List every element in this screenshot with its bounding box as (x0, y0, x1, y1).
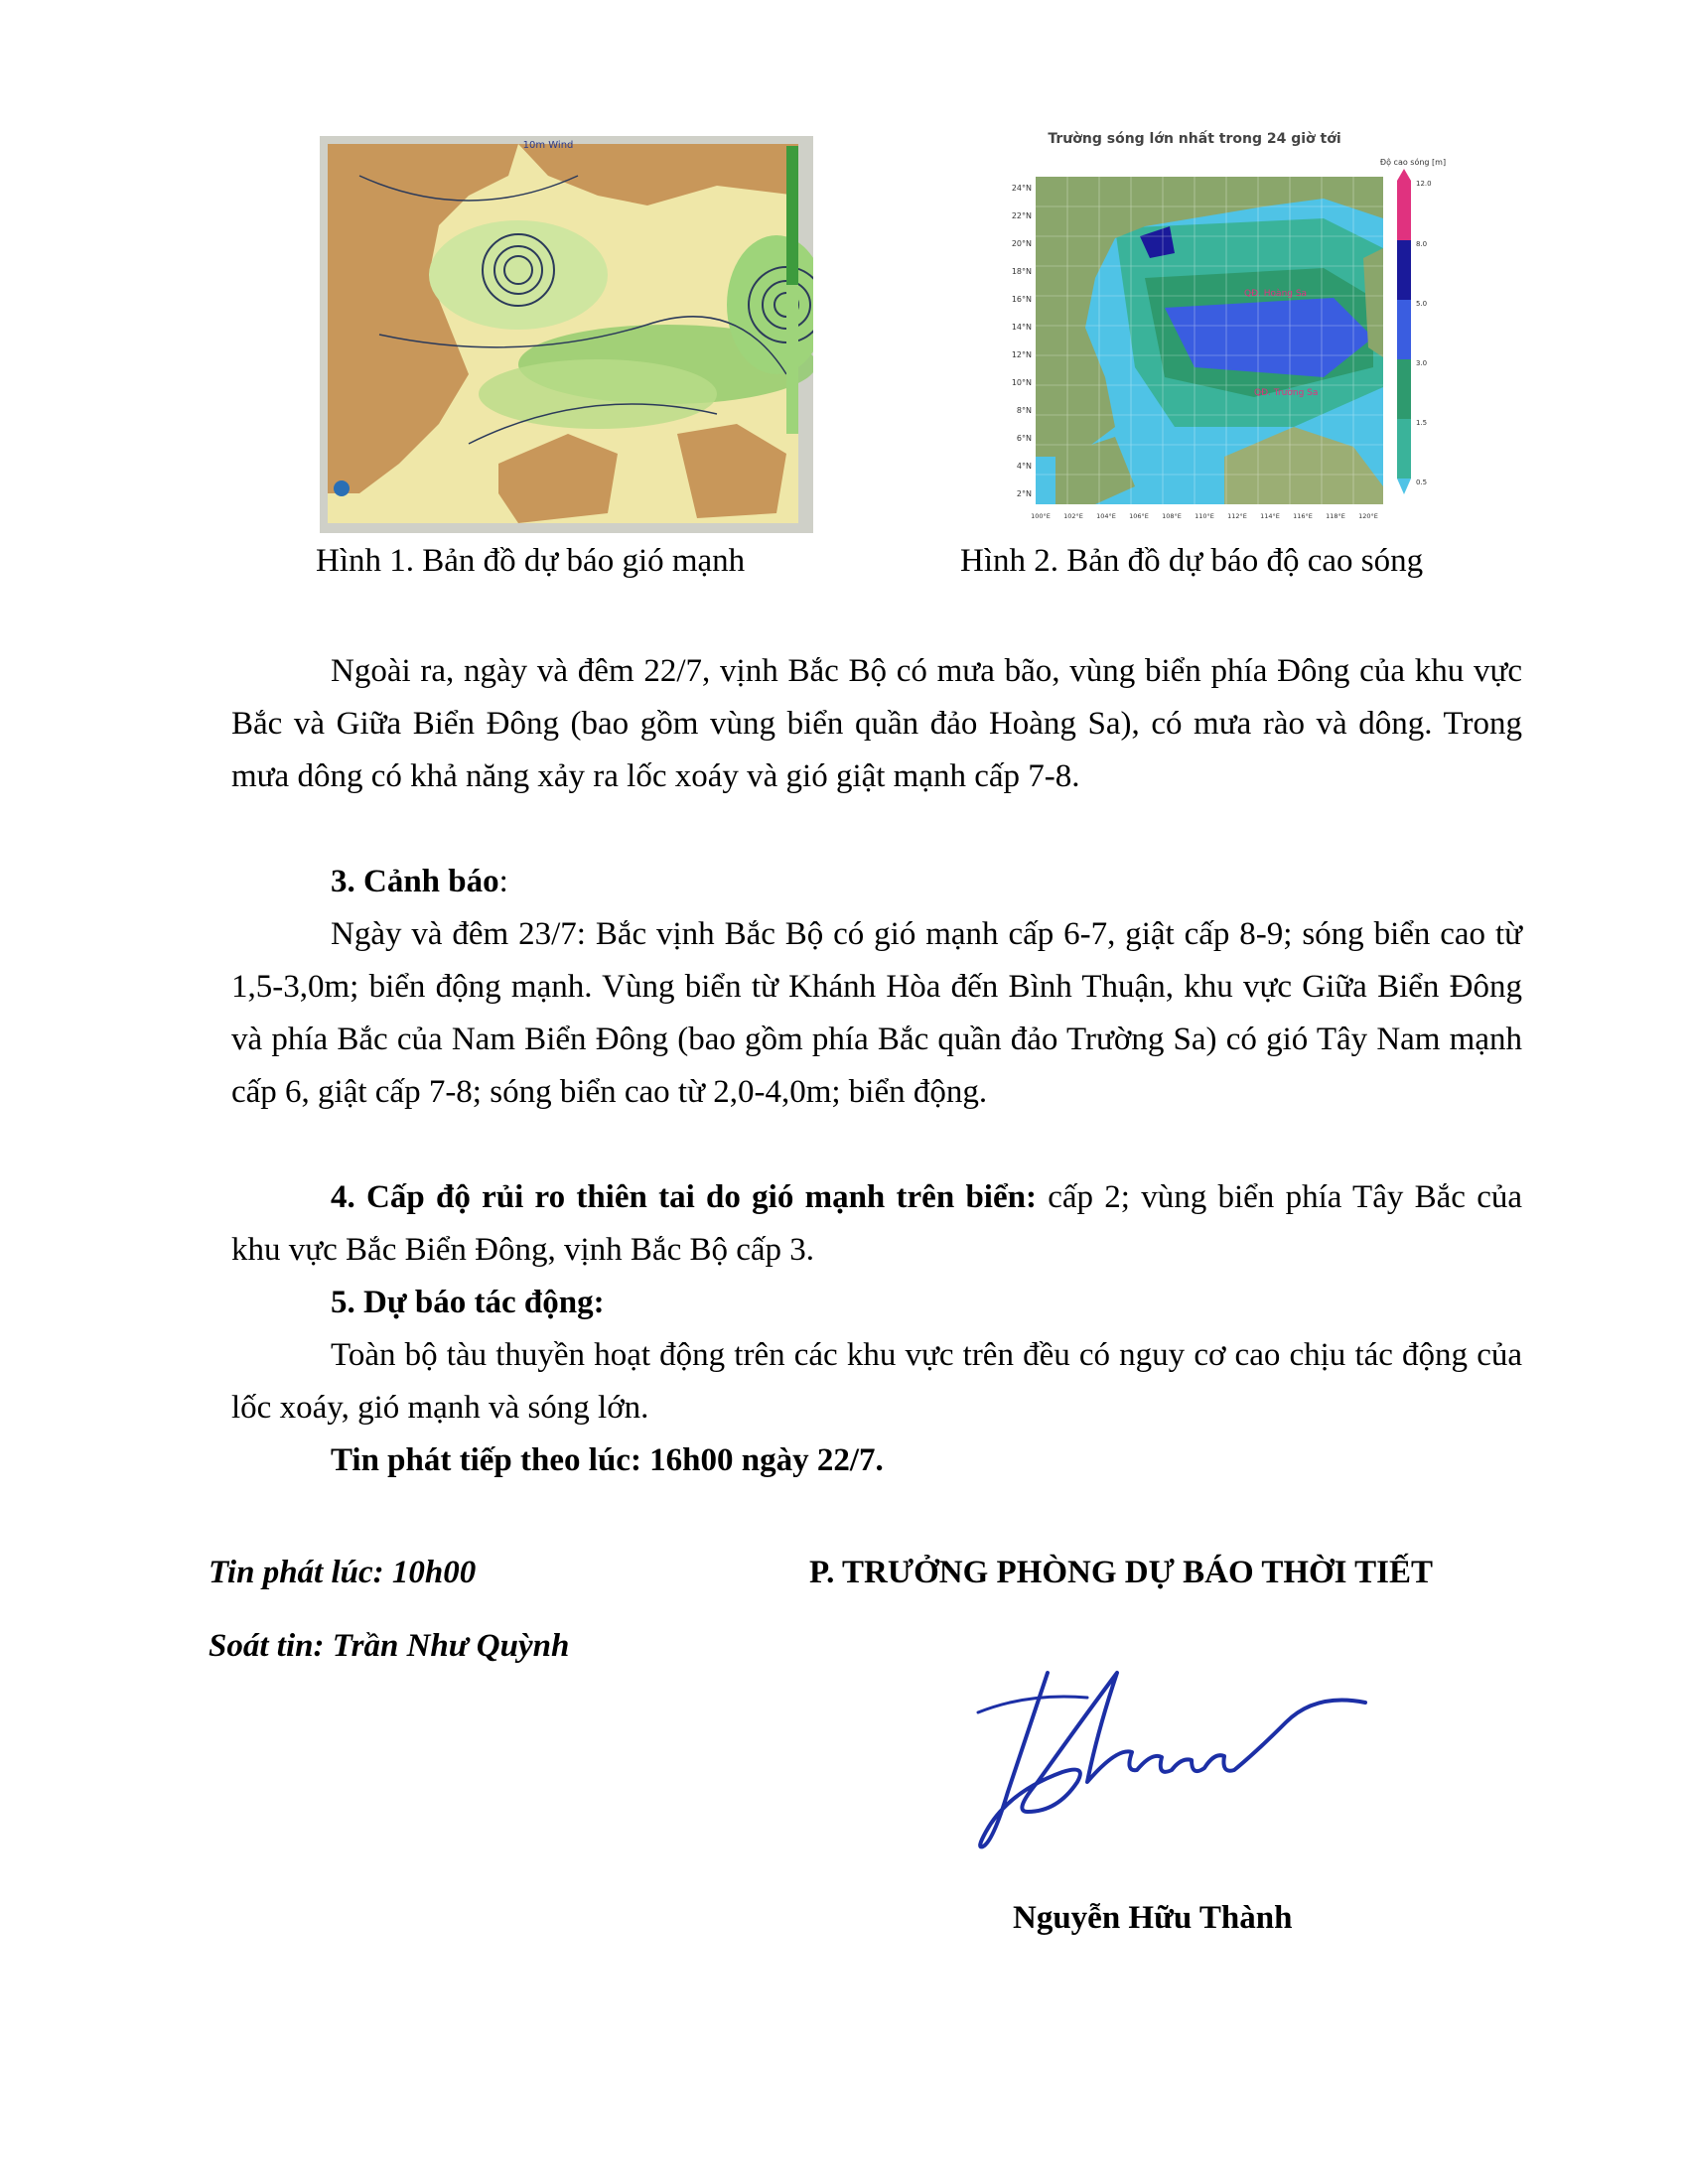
next-bulletin-note: Tin phát tiếp theo lúc: 16h00 ngày 22/7. (331, 1442, 884, 1478)
wave-colorbar (1397, 169, 1411, 494)
wind-map-title: 10m Wind (522, 140, 574, 151)
paragraph-risk-level (231, 1171, 1522, 1277)
section-3-colon: : (498, 864, 508, 899)
paragraph-impact: Toàn bộ tàu thuyền hoạt động trên các khu vực trên đều có nguy cơ cao chịu tác động của lốc xoáy, gió mạnh và sóng lớn. (231, 1337, 1522, 1426)
lat-label: 6°N (1016, 434, 1032, 443)
section-3-title: 3. Cảnh báo (331, 864, 499, 899)
legend-tick: 1.5 (1416, 419, 1428, 427)
lat-label: 22°N (1011, 211, 1032, 220)
section-4-title: 4. Cấp độ rủi ro thiên tai do gió mạnh trên biển: (331, 1179, 1037, 1215)
lon-label: 108°E (1162, 512, 1182, 520)
lon-label: 114°E (1260, 512, 1280, 520)
lon-label: 104°E (1096, 512, 1116, 520)
section-5-title: 5. Dự báo tác động: (331, 1285, 605, 1320)
lat-label: 20°N (1011, 239, 1032, 248)
lon-label: 100°E (1031, 512, 1051, 520)
lon-label: 102°E (1063, 512, 1083, 520)
lat-label: 8°N (1016, 406, 1032, 415)
signer-name: Nguyễn Hữu Thành (1013, 1900, 1293, 1936)
lon-label: 116°E (1293, 512, 1313, 520)
lat-label: 12°N (1011, 350, 1032, 359)
lat-label: 2°N (1016, 489, 1032, 498)
legend-tick: 0.5 (1416, 478, 1428, 486)
lat-label: 24°N (1011, 184, 1032, 193)
lat-label: 14°N (1011, 323, 1032, 332)
handwritten-signature-icon (968, 1653, 1385, 1861)
paragraph-warning: Ngày và đêm 23/7: Bắc vịnh Bắc Bộ có gió mạnh cấp 6-7, giật cấp 8-9; sóng biển cao từ 1,5-3,0m; biển động mạnh. Vùng biển từ Khánh Hòa đến Bình Thuận, khu vực Giữa Biển Đông và phía Bắc của Nam Biển Đông (bao gồm phía Bắc quần đảo Trường Sa) có gió Tây Nam mạnh cấp 6, giật cấp 7-8; sóng biển cao từ 2,0-4,0m; biển động. (231, 916, 1522, 1110)
wave-map-title: Trường sóng lớn nhất trong 24 giờ tới (1048, 131, 1341, 147)
lon-label: 106°E (1129, 512, 1149, 520)
lat-label: 4°N (1016, 462, 1032, 471)
figure-1-caption: Hình 1. Bản đồ dự báo gió mạnh (316, 543, 746, 579)
signatory-title: P. TRƯỞNG PHÒNG DỰ BÁO THỜI TIẾT (809, 1555, 1434, 1590)
lat-label: 16°N (1011, 295, 1032, 304)
legend-tick: 5.0 (1416, 300, 1428, 308)
figure-2-wave-map (996, 129, 1453, 526)
lat-label: 10°N (1011, 378, 1032, 387)
lat-label: 18°N (1011, 267, 1032, 276)
figure-1-wind-map (320, 136, 813, 533)
place-label-hoang-sa: QĐ. Hoàng Sa (1244, 289, 1308, 299)
agency-logo-icon (334, 480, 350, 496)
wave-legend-title: Độ cao sóng [m] (1379, 158, 1447, 167)
lon-label: 110°E (1195, 512, 1214, 520)
checked-by: Soát tin: Trần Như Quỳnh (209, 1628, 570, 1664)
lon-label: 120°E (1358, 512, 1378, 520)
section-4-text: cấp 2; vùng biển phía Tây Bắc của khu vực Bắc Biển Đông, vịnh Bắc Bộ cấp 3. (231, 1179, 1522, 1268)
paragraph-weather-note: Ngoài ra, ngày và đêm 22/7, vịnh Bắc Bộ có mưa bão, vùng biển phía Đông của khu vực Bắc và Giữa Biển Đông (bao gồm vùng biển quần đảo Hoàng Sa), có mưa rào và dông. Trong mưa dông có khả năng xảy ra lốc xoáy và gió giật mạnh cấp 7-8. (231, 653, 1522, 794)
legend-tick: 12.0 (1416, 180, 1432, 188)
lon-label: 112°E (1227, 512, 1247, 520)
issued-time: Tin phát lúc: 10h00 (209, 1555, 477, 1590)
figure-2-caption: Hình 2. Bản đồ dự báo độ cao sóng (960, 543, 1424, 579)
section-3-heading (231, 856, 1621, 908)
legend-tick: 8.0 (1416, 240, 1428, 248)
legend-tick: 3.0 (1416, 359, 1428, 367)
lon-label: 118°E (1326, 512, 1345, 520)
place-label-truong-sa: QĐ. Trường Sa (1254, 388, 1319, 398)
